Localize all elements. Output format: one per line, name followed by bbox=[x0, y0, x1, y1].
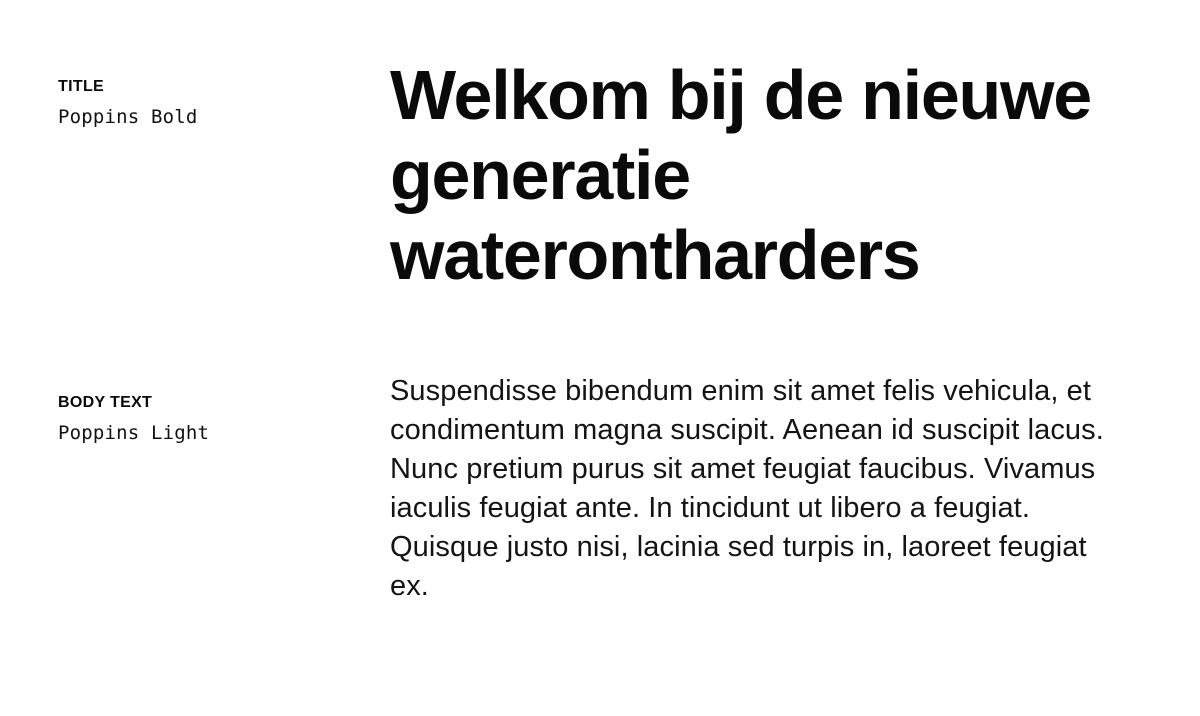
title-kicker-label: TITLE bbox=[58, 78, 105, 95]
body-sample-text: Suspendisse bibendum enim sit amet felis vehicula, et condimentum magna suscipit. Aenean id suscipit lacus. Nunc pretium purus sit amet feugiat faucibus. Vivamus iaculis feugiat ante. In tincidunt ut libero a feugiat. Quisque justo nisi, lacinia sed turpis in, laoreet feugiat ex. bbox=[390, 375, 1104, 602]
title-sample-column bbox=[390, 56, 1150, 295]
body-sample-column bbox=[390, 372, 1150, 606]
title-label-column bbox=[58, 78, 358, 128]
body-label-column bbox=[58, 394, 358, 444]
body-kicker-label: BODY TEXT bbox=[58, 394, 153, 411]
body-font-name: Poppins Light bbox=[58, 421, 210, 444]
title-font-name: Poppins Bold bbox=[58, 105, 198, 128]
title-sample-text: Welkom bij de nieuwe generatie waterontharders bbox=[390, 56, 1091, 294]
